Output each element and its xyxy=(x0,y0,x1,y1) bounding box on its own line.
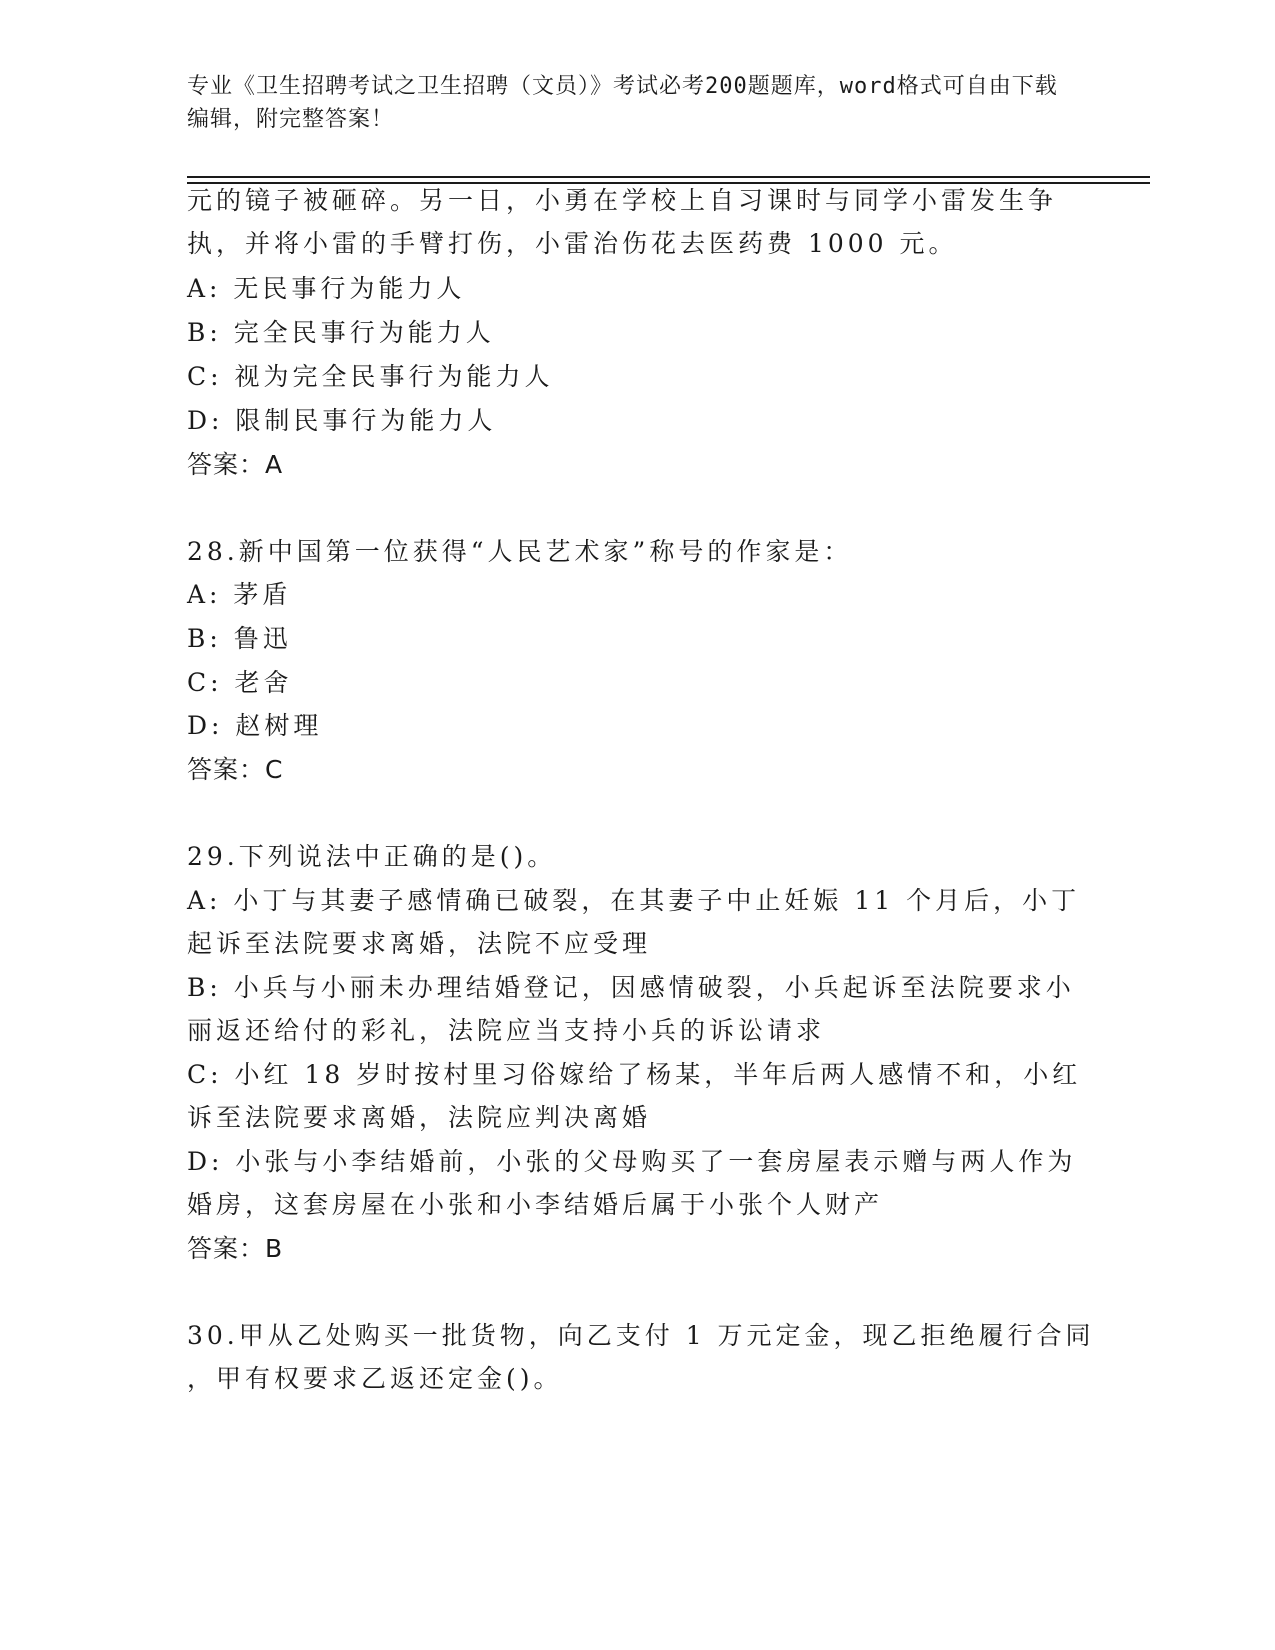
question-27-option-b: B: 完全民事行为能力人 xyxy=(187,318,495,347)
question-28-option-a: A: 茅盾 xyxy=(187,580,292,609)
question-27-text-line-1: 元的镜子被砸碎。另一日，小勇在学校上自习课时与同学小雷发生争 xyxy=(187,186,1058,215)
question-29-option-d-line-2: 婚房，这套房屋在小张和小李结婚后属于小张个人财产 xyxy=(187,1190,884,1219)
question-27-text-line-2: 执，并将小雷的手臂打伤，小雷治伤花去医药费 1000 元。 xyxy=(187,229,958,258)
question-29-answer: 答案：B xyxy=(187,1234,284,1263)
document-header: 专业《卫生招聘考试之卫生招聘（文员）》考试必考200题题库，word格式可自由下载编辑，附完整答案！ xyxy=(187,74,1058,132)
question-29-option-b-line-2: 丽返还给付的彩礼，法院应当支持小兵的诉讼请求 xyxy=(187,1016,826,1045)
question-27-answer: 答案：A xyxy=(187,450,284,479)
question-30-text-line-1: 30.甲从乙处购买一批货物，向乙支付 1 万元定金，现乙拒绝履行合同 xyxy=(187,1321,1095,1350)
question-30-text-line-2: ，甲有权要求乙返还定金()。 xyxy=(187,1364,563,1393)
question-29-option-a-line-1: A: 小丁与其妻子感情确已破裂，在其妻子中止妊娠 11 个月后，小丁 xyxy=(187,886,1081,915)
question-29-option-c-line-1: C: 小红 18 岁时按村里习俗嫁给了杨某，半年后两人感情不和，小红 xyxy=(187,1060,1082,1089)
question-29-option-b-line-1: B: 小兵与小丽未办理结婚登记，因感情破裂，小兵起诉至法院要求小 xyxy=(187,973,1075,1002)
header-divider-top xyxy=(187,176,1150,178)
question-29-option-a-line-2: 起诉至法院要求离婚，法院不应受理 xyxy=(187,929,652,958)
question-28-text: 28.新中国第一位获得“人民艺术家”称号的作家是： xyxy=(187,537,853,566)
header-divider-bottom xyxy=(187,182,1150,184)
question-29-option-d-line-1: D: 小张与小李结婚前，小张的父母购买了一套房屋表示赠与两人作为 xyxy=(187,1147,1077,1176)
question-29-text: 29.下列说法中正确的是()。 xyxy=(187,842,557,871)
question-27-option-c: C: 视为完全民事行为能力人 xyxy=(187,362,554,391)
question-28-option-b: B: 鲁迅 xyxy=(187,624,292,653)
question-29-option-c-line-2: 诉至法院要求离婚，法院应判决离婚 xyxy=(187,1103,652,1132)
question-28-option-d: D: 赵树理 xyxy=(187,711,323,740)
question-28-option-c: C: 老舍 xyxy=(187,668,293,697)
question-28-answer: 答案：C xyxy=(187,755,284,784)
question-27-option-d: D: 限制民事行为能力人 xyxy=(187,406,497,435)
question-27-option-a: A: 无民事行为能力人 xyxy=(187,274,466,303)
